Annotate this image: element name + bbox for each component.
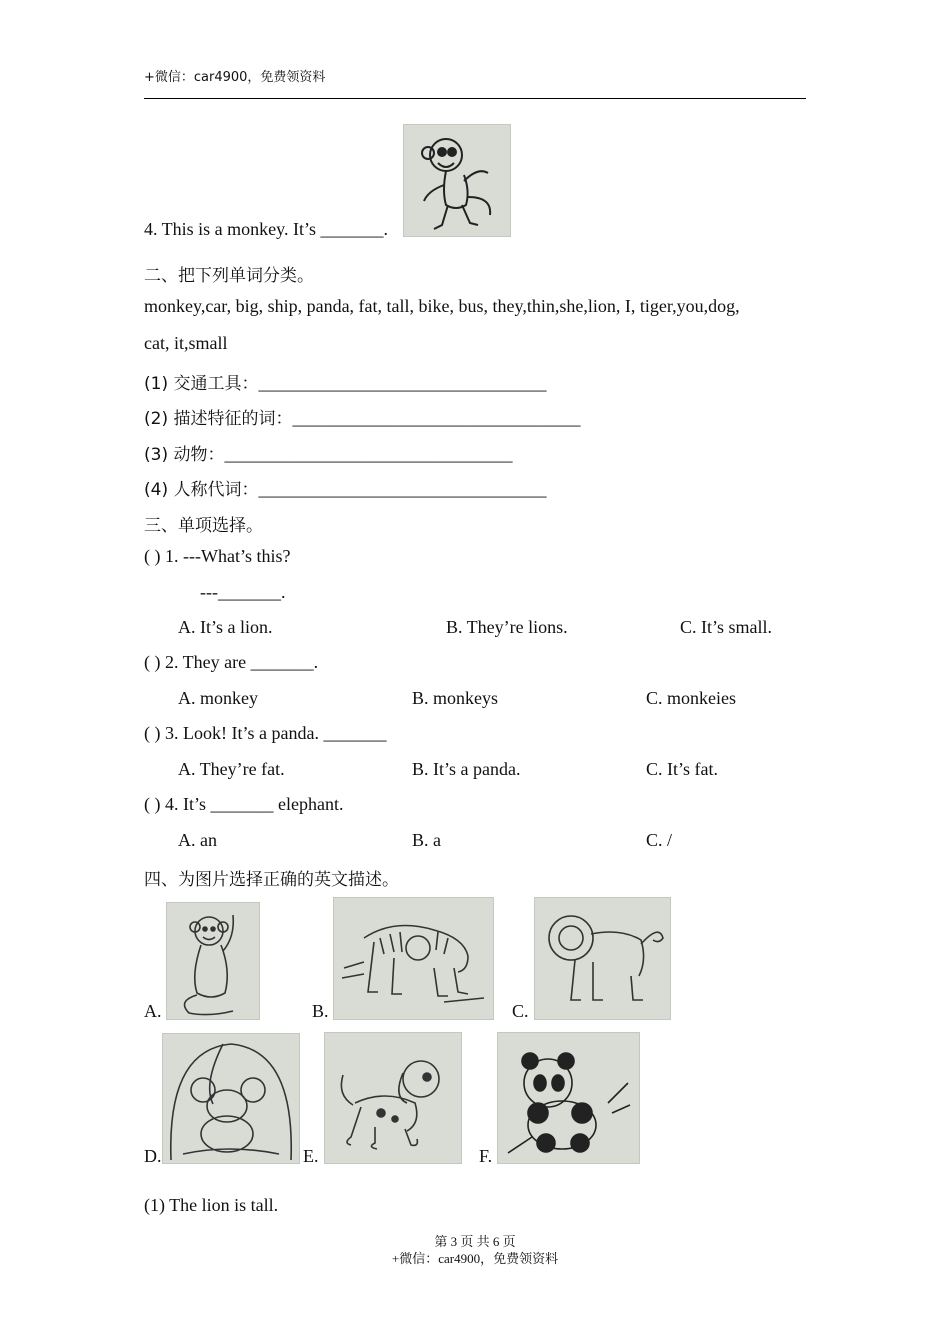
- label-d: D.: [144, 1146, 162, 1166]
- q1-option-a[interactable]: A. It’s a lion.: [178, 617, 273, 637]
- mouse-picture: [162, 1033, 300, 1164]
- answer-blank[interactable]: ________________________________: [292, 408, 581, 428]
- q4-option-b[interactable]: B. a: [412, 830, 441, 850]
- part3-q3-stem: ( ) 3. Look! It’s a panda. _______: [144, 723, 387, 743]
- part2-title: 二、把下列单词分类。: [144, 266, 314, 286]
- part2-item-3: [144, 440, 512, 465]
- part2-words-line2: cat, it,small: [144, 333, 228, 353]
- part2-item-4: [144, 475, 546, 500]
- part3-q1-stem: ( ) 1. ---What’s this?: [144, 546, 291, 566]
- answer-blank[interactable]: ________________________________: [258, 479, 547, 499]
- header-promo: +微信：car4900，免费领资料: [144, 70, 326, 85]
- part3-q4-stem: ( ) 4. It’s _______ elephant.: [144, 794, 344, 814]
- q2-option-a[interactable]: A. monkey: [178, 688, 258, 708]
- panda-picture: [497, 1032, 640, 1164]
- part2-item-1: [144, 369, 546, 394]
- header-rule: [144, 98, 806, 99]
- footer-page-number: 第 3 页 共 6 页: [434, 1234, 516, 1249]
- item-label: (1) 交通工具：: [144, 374, 259, 394]
- part3-q2-stem: ( ) 2. They are _______.: [144, 652, 319, 672]
- tiger-picture: [333, 897, 494, 1020]
- part1-q4: 4. This is a monkey. It’s _______.: [144, 219, 388, 239]
- label-b: B.: [312, 1001, 329, 1021]
- item-label: (2) 描述特征的词：: [144, 409, 293, 429]
- part2-words-line1: monkey,car, big, ship, panda, fat, tall, bike, bus, they,thin,she,lion, I, tiger,you,dog,: [144, 296, 740, 316]
- monkey-sitting-picture: [166, 902, 260, 1020]
- item-label: (4) 人称代词：: [144, 480, 259, 500]
- q4-option-a[interactable]: A. an: [178, 830, 217, 850]
- monkey-picture: [403, 124, 511, 237]
- footer-promo: +微信：car4900，免费领资料: [391, 1251, 559, 1266]
- lion-picture: [534, 897, 671, 1020]
- label-f: F.: [479, 1146, 493, 1166]
- part4-q1: (1) The lion is tall.: [144, 1195, 279, 1215]
- answer-blank[interactable]: ________________________________: [258, 373, 547, 393]
- part3-q1-sub: ---_______.: [200, 582, 286, 602]
- answer-blank[interactable]: ________________________________: [224, 444, 513, 464]
- q1-option-c[interactable]: C. It’s small.: [680, 617, 773, 637]
- q3-option-b[interactable]: B. It’s a panda.: [412, 759, 521, 779]
- label-e: E.: [303, 1146, 319, 1166]
- q3-option-c[interactable]: C. It’s fat.: [646, 759, 718, 779]
- q4-option-c[interactable]: C. /: [646, 830, 673, 850]
- q2-option-b[interactable]: B. monkeys: [412, 688, 499, 708]
- label-a: A.: [144, 1001, 162, 1021]
- q3-option-a[interactable]: A. They’re fat.: [178, 759, 285, 779]
- q1-option-b[interactable]: B. They’re lions.: [446, 617, 568, 637]
- part4-title: 四、为图片选择正确的英文描述。: [144, 870, 399, 890]
- part2-item-2: [144, 404, 580, 429]
- dog-picture: [324, 1032, 462, 1164]
- part3-title: 三、单项选择。: [144, 516, 263, 536]
- label-c: C.: [512, 1001, 529, 1021]
- item-label: (3) 动物：: [144, 445, 225, 465]
- q2-option-c[interactable]: C. monkeies: [646, 688, 736, 708]
